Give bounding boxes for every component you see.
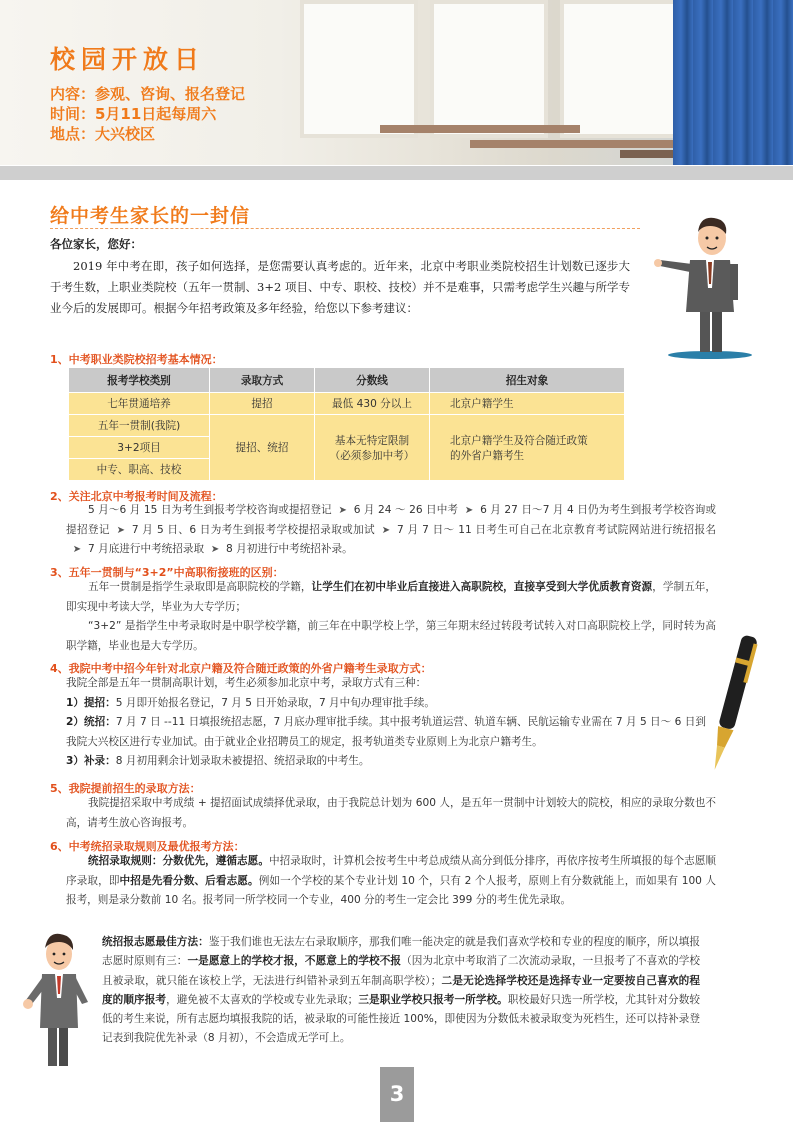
section-6-best-method — [102, 933, 700, 1049]
text: 例如一个学校的某个专业计划 10 个，只有 2 个人报考，原则上有分数就能上，而如果有 100 人报考，则是录分数前 10 名。报考同一所学校同一个专业，400 分的考生一定会比 399 分的考生优先录取。 — [66, 874, 716, 906]
arrow-icon: ➤ — [72, 544, 82, 555]
timeline-step: 7 月底进行中考统招录取 — [88, 543, 205, 555]
text: （因为北京中考取消了二次流动录取，一旦报考了不喜欢的学校且被录取，就只能在该校上学，无法进行纠错补录到五年制高职学校）； — [102, 955, 701, 987]
arrow-icon: ➤ — [338, 505, 347, 516]
emphasis: 二是无论选择学校还是选择专业一定要按自己喜欢的程度的顺序报考 — [102, 974, 701, 1006]
letter-title: 给中考生家长的一封信 — [50, 205, 251, 227]
timeline-step: 8 月初进行中考统招补录。 — [226, 543, 353, 555]
banner-content: 内容：参观、咨询、报名登记 — [50, 85, 246, 103]
paragraph: 我院全部是五年一贯制高职计划，考生必须参加北京中考，录取方式有三种： — [66, 677, 427, 689]
text: 8 月初用剩余计划录取未被提招、统招录取的中考生。 — [115, 755, 370, 767]
emphasis: 一是愿意上的学校才报，不愿意上的学校不报 — [187, 955, 402, 968]
page-number: 3 — [380, 1067, 414, 1122]
paragraph: “3+2” 是指学生中考录取时是中职学校学籍，前三年在中职学校上学，第三年期末经过转段考试转入对口高职院校上学，同时转为高职学籍，毕业也是大专学历。 — [66, 620, 716, 652]
paragraph — [66, 713, 706, 752]
window-decoration — [300, 0, 418, 138]
emphasis: 三是职业学校只报考一所学校。 — [358, 993, 508, 1006]
text: 五年一贯制是指学生录取即是高职院校的学籍， — [88, 581, 312, 593]
table-cell: 北京户籍学生 — [430, 393, 625, 415]
rule-label: 统招录取规则： — [88, 855, 163, 867]
section-5-text: 我院提招采取中考成绩 + 提招面试成绩择优录取，由于我院总计划为 600 人，是五年一贯制中计划较大的院校，相应的录取分数也不高，请考生放心咨询报考。 — [66, 797, 716, 829]
desk-decoration — [620, 150, 680, 158]
admission-table — [68, 367, 625, 481]
text: 中招录取时，计算机会按考生中考总成绩从高分到低分排序，再依序按考生所填报的每个志愿顺序录取，即 — [66, 855, 717, 887]
table-cell: 提招 — [210, 393, 315, 415]
open-day-info — [50, 40, 245, 144]
target-line: 的外省户籍考生 — [450, 449, 525, 462]
businessman-thumbs-up-illustration — [18, 924, 100, 1074]
table-cell: 提招、统招 — [210, 415, 315, 481]
paragraph — [66, 752, 706, 772]
section-2-heading: 2、关注北京中考报考时间及流程： — [50, 490, 223, 503]
timeline-step: 5 月～6 月 15 日为考生到报考学校咨询或提招登记 — [88, 504, 332, 516]
table-cell: 中专、职高、技校 — [69, 459, 210, 481]
banner-title: 校园开放日 — [50, 45, 206, 74]
section-6-rules — [66, 852, 716, 911]
section-4-text — [66, 674, 706, 772]
target-line: 北京户籍学生及符合随迁政策 — [450, 434, 588, 447]
item-label: 3）补录： — [66, 755, 116, 767]
table-header: 分数线 — [315, 368, 430, 393]
timeline-step: 7 月 7 日～ 11 日考生可自己在北京教育考试院网站进行统招报名 — [397, 523, 716, 536]
window-decoration — [560, 0, 678, 138]
arrow-icon: ➤ — [116, 524, 125, 536]
timeline-flow — [66, 501, 716, 560]
title-divider — [50, 228, 640, 229]
curtain-decoration — [673, 0, 793, 165]
score-line: 基本无特定限制 — [334, 434, 410, 447]
table-cell: 五年一贯制(我院) — [69, 415, 210, 437]
timeline-step: 7 月 5 日、6 日为考生到报考学校提招录取或加试 — [131, 523, 375, 536]
section-1-heading: 1、中考职业类院校招考基本情况： — [50, 353, 223, 366]
table-header: 录取方式 — [210, 368, 315, 393]
section-5-heading: 5、我院提前招生的录取方法： — [50, 782, 201, 795]
desk-decoration — [380, 125, 580, 133]
item-label: 1）提招： — [66, 696, 116, 709]
emphasis: 让学生们在初中毕业后直接进入高职院校，直接享受到大学优质教育资源 — [311, 581, 653, 593]
greeting: 各位家长，您好： — [50, 237, 142, 251]
text: 鉴于我们谁也无法左右录取顺序，那我们唯一能决定的就是我们喜欢学校和专业的程度的顺序，所以填报志愿时原则有三： — [102, 936, 701, 968]
window-decoration — [430, 0, 548, 138]
desk-decoration — [470, 140, 680, 148]
pen-illustration — [697, 630, 767, 780]
table-cell: 3+2项目 — [69, 437, 210, 459]
rule-label: 统招报志愿最佳方法： — [102, 936, 209, 948]
section-4-heading: 4、我院中考中招今年针对北京户籍及符合随迁政策的外省户籍考生录取方式： — [50, 662, 432, 675]
table-cell — [430, 415, 625, 481]
paragraph — [66, 578, 716, 617]
banner-place: 地点：大兴校区 — [50, 125, 156, 143]
timeline-step: 6 月 24 ～ 26 日中考 — [353, 504, 459, 516]
businessman-pointing-illustration — [650, 208, 760, 360]
divider-band — [0, 166, 793, 180]
timeline-step: 6 月 27 日～7 月 4 日仍为考生到报考学校咨询或提招登记 — [66, 504, 716, 536]
text: 职校最好只选一所学校，尤其针对分数较低的考生来说，所有志愿均填报我院的话，被录取的可能性接近 100%，即使因为分数低未被录取变为死档生，还可以持补录登记表到我院优先补录（8 月初），不会造成无学可上。 — [102, 993, 701, 1045]
text: 5 月即开始报名登记，7 月 5 日开始录取，7 月中旬办理审批手续。 — [115, 696, 435, 709]
score-line: （必须参加中考） — [329, 449, 415, 462]
banner-time: 时间：5月11日起每周六 — [50, 105, 217, 123]
text: ，避免被不太喜欢的学校或专业先录取； — [166, 993, 359, 1006]
section-3-text — [66, 578, 716, 656]
emphasis: 中招是先看分数、后看志愿。 — [119, 874, 259, 887]
table-header-row — [69, 368, 625, 393]
table-header: 招生对象 — [430, 368, 625, 393]
paragraph — [66, 694, 706, 714]
arrow-icon: ➤ — [210, 544, 220, 555]
table-cell: 最低 430 分以上 — [315, 393, 430, 415]
intro-paragraph: 2019 年中考在即，孩子如何选择，是您需要认真考虑的。近年来，北京中考职业类院校招生计划数已逐步大于考生数，上职业类院校（五年一贯制、3+2 项目、中专、职校、技校）并不是难事，只需考虑学生兴趣与所学专业今后的发展即可。根据今年招考政策及多年经验，给您以下参考建议： — [50, 259, 630, 315]
table-cell: 七年贯通培养 — [69, 393, 210, 415]
text: 7 月 7 日 --11 日填报统招志愿，7 月底办理审批手续。其中报考轨道运营、轨道车辆、民航运输专业需在 7 月 5 日～ 6 日到我院大兴校区进行专业加试。由于就业企业招聘员工的规定，报考轨道类专业原则上为北京户籍考生。 — [66, 716, 706, 748]
emphasis: 分数优先，遵循志愿。 — [162, 855, 269, 867]
table-row — [69, 415, 625, 437]
header-banner — [0, 0, 793, 165]
section-6-heading: 6、中考统招录取规则及最优报考方法： — [50, 840, 245, 853]
section-3-heading: 3、五年一贯制与“3+2”中高职衔接班的区别： — [50, 566, 284, 579]
table-cell — [315, 415, 430, 481]
item-label: 2）统招： — [66, 716, 116, 728]
table-header: 报考学校类别 — [69, 368, 210, 393]
arrow-icon: ➤ — [381, 524, 391, 536]
text: ，学制五年，即实现中考读大学，毕业为大专学历； — [66, 581, 717, 613]
table-row — [69, 393, 625, 415]
arrow-icon: ➤ — [464, 505, 474, 516]
